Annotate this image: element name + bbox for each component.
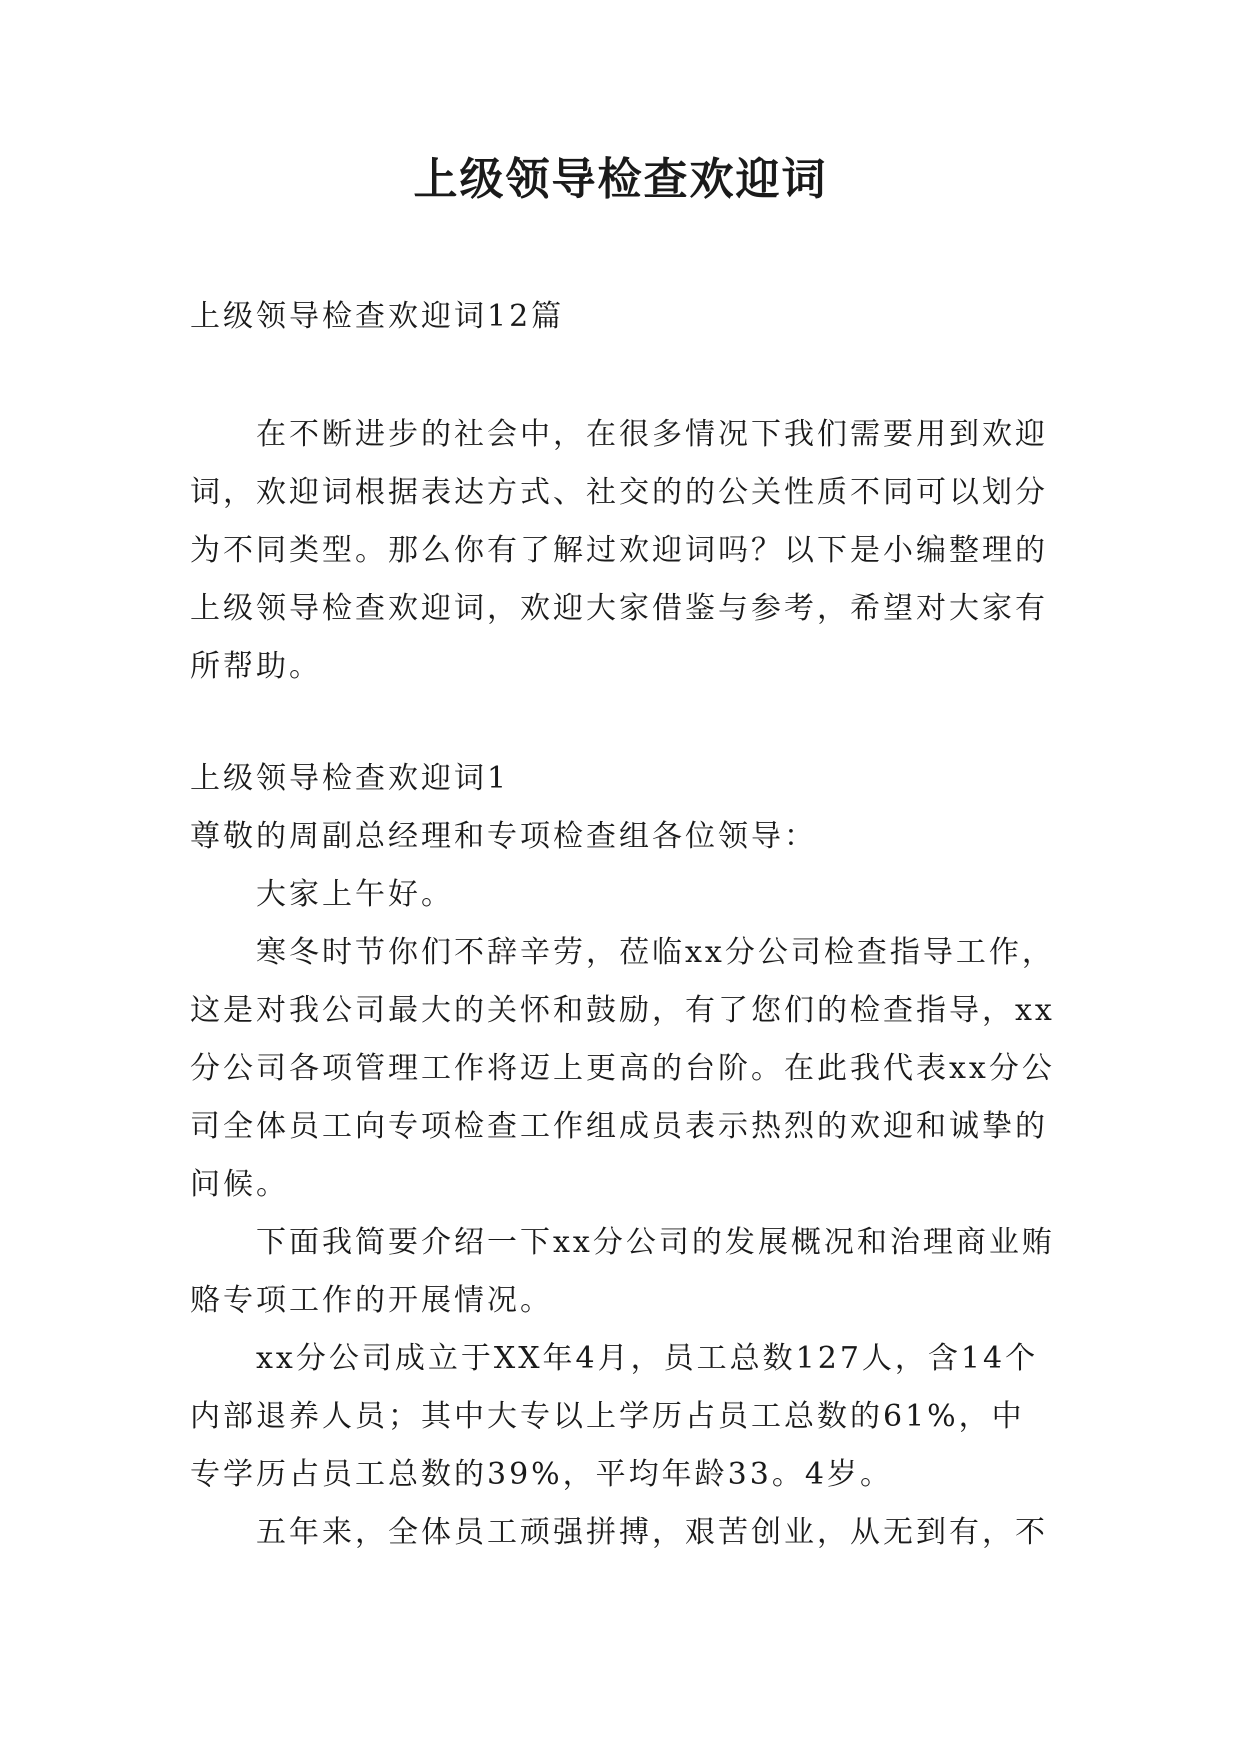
greeting: 大家上午好。 [256,877,454,912]
body-paragraph: 下面我简要介绍一下xx分公司的发展概况和治理商业贿赂专项工作的开展情况。 [190,1225,1055,1318]
body-paragraph: xx分公司成立于XX年4月，员工总数127人，含14个内部退养人员；其中大专以上学历占员工总数的61%，中专学历占员工总数的39%，平均年龄33。4岁。 [190,1341,1039,1492]
section-heading: 上级领导检查欢迎词1 [190,761,510,796]
document-subtitle: 上级领导检查欢迎词12篇 [190,299,565,334]
document-title: 上级领导检查欢迎词 [413,154,828,205]
body-paragraph: 寒冬时节你们不辞辛劳，莅临xx分公司检查指导工作，这是对我公司最大的关怀和鼓励，有了您们的检查指导，xx分公司各项管理工作将迈上更高的台阶。在此我代表xx分公司全体员工向专项检查工作组成员表示热烈的欢迎和诚挚的问候。 [190,935,1055,1202]
body-paragraph: 五年来，全体员工顽强拼搏，艰苦创业，从无到有，不 [256,1515,1048,1550]
document-body [190,288,1056,1562]
salutation: 尊敬的周副总经理和专项检查组各位领导： [190,819,817,854]
intro-paragraph: 在不断进步的社会中，在很多情况下我们需要用到欢迎词，欢迎词根据表达方式、社交的的公关性质不同可以划分为不同类型。那么你有了解过欢迎词吗？以下是小编整理的上级领导检查欢迎词，欢迎大家借鉴与参考，希望对大家有所帮助。 [190,417,1048,684]
